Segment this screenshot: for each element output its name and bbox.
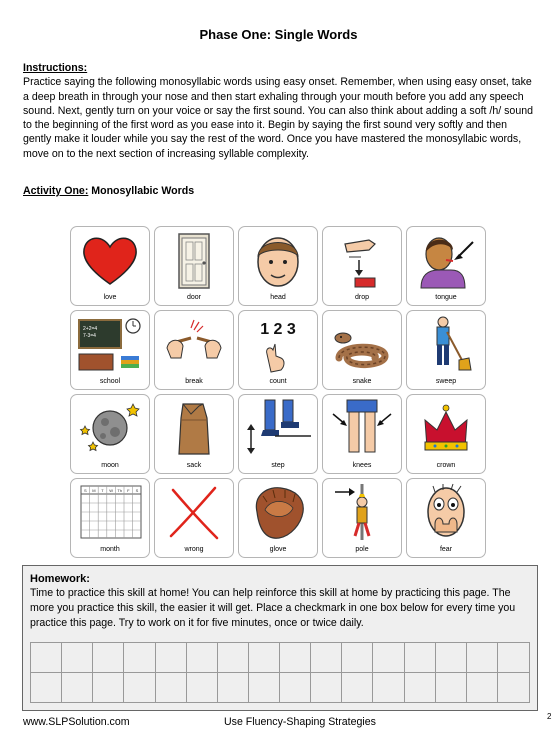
calendar-icon [77, 482, 143, 542]
practice-checkbox[interactable] [93, 643, 124, 673]
instructions-section [23, 61, 538, 161]
practice-checkbox[interactable] [280, 673, 311, 702]
word-label: tongue [435, 294, 457, 301]
word-card-fear [406, 478, 486, 558]
practice-checkbox[interactable] [498, 673, 529, 702]
practice-checkbox[interactable] [498, 643, 529, 673]
practice-checkbox[interactable] [436, 643, 467, 673]
practice-checkbox[interactable] [31, 673, 62, 702]
calendar-day: W [109, 488, 113, 493]
practice-checkbox[interactable] [62, 643, 93, 673]
practice-checkbox[interactable] [311, 643, 342, 673]
word-card-sweep [406, 310, 486, 390]
word-label: fear [439, 546, 453, 553]
practice-checkbox[interactable] [373, 643, 404, 673]
practice-checkbox[interactable] [342, 643, 373, 673]
word-label: sweep [435, 378, 457, 385]
word-label: drop [354, 294, 369, 301]
word-card-wrong [154, 478, 234, 558]
word-card-moon [70, 394, 150, 474]
step-icon [245, 398, 311, 458]
x-mark-icon [161, 482, 227, 542]
knees-icon [329, 398, 395, 458]
practice-checkbox[interactable] [311, 673, 342, 702]
word-label: pole [355, 546, 369, 553]
door-icon [161, 230, 227, 290]
word-label: snake [352, 378, 372, 385]
practice-checkbox[interactable] [156, 643, 187, 673]
word-card-school [70, 310, 150, 390]
footer-caption: Use Fluency-Shaping Strategies [224, 716, 376, 728]
homework-heading: Homework: [30, 573, 90, 585]
practice-checkbox[interactable] [93, 673, 124, 702]
word-label: moon [101, 462, 119, 469]
word-label: glove [269, 546, 287, 553]
word-label: knees [352, 462, 372, 469]
practice-checkbox[interactable] [187, 673, 218, 702]
word-card-knees [322, 394, 402, 474]
practice-checkbox[interactable] [467, 673, 498, 702]
fear-icon [413, 482, 479, 542]
page-number: 2 [547, 712, 552, 721]
drop-icon [329, 230, 395, 290]
word-card-break [154, 310, 234, 390]
moon-icon [77, 398, 143, 458]
practice-checkbox[interactable] [124, 673, 155, 702]
practice-checkbox[interactable] [156, 673, 187, 702]
count-icon [245, 314, 311, 374]
instructions-text: Practice saying the following monosyllabic words using easy onset. Remember, when using easy onset, take a deep breath in through your nose and then start exhaling through your mouth before you add any speech sound. Next, gently turn on your voice or say the first sound. You can also think about adding a soft /h/ sound to the beginning of the first word as you ease into it. Begin by saying the first sound very softly and then gently make it louder while you say the rest of the word. Once you have mastered the monosyllabic words, move on to the next section of increasing syllable complexity. [23, 76, 533, 160]
svg-text:7-3=4: 7-3=4 [83, 333, 96, 339]
practice-checkbox[interactable] [405, 643, 436, 673]
practice-checkbox[interactable] [249, 673, 280, 702]
sack-icon [161, 398, 227, 458]
word-card-love [70, 226, 150, 306]
practice-checkbox[interactable] [62, 673, 93, 702]
word-picture-grid [70, 226, 486, 558]
crown-icon [413, 398, 479, 458]
word-card-count [238, 310, 318, 390]
heart-icon [77, 230, 143, 290]
homework-box [22, 565, 538, 711]
calendar-day: T [101, 488, 104, 493]
word-label: sack [186, 462, 202, 469]
activity-title: Monosyllabic Words [88, 185, 195, 197]
word-card-tongue [406, 226, 486, 306]
practice-checkbox[interactable] [405, 673, 436, 702]
word-card-sack [154, 394, 234, 474]
word-card-head [238, 226, 318, 306]
page-title: Phase One: Single Words [199, 27, 358, 42]
word-card-step [238, 394, 318, 474]
svg-text:2+2=4: 2+2=4 [83, 326, 98, 332]
word-card-crown [406, 394, 486, 474]
snake-icon [329, 314, 395, 374]
practice-checkbox[interactable] [218, 673, 249, 702]
pole-icon [329, 482, 395, 542]
practice-checkbox[interactable] [124, 643, 155, 673]
calendar-day: S [83, 488, 87, 493]
practice-checkbox[interactable] [467, 643, 498, 673]
word-label: love [103, 294, 117, 301]
word-label: wrong [184, 546, 204, 553]
practice-checkbox[interactable] [373, 673, 404, 702]
break-icon [161, 314, 227, 374]
word-card-door [154, 226, 234, 306]
word-card-pole [322, 478, 402, 558]
practice-checkbox[interactable] [280, 643, 311, 673]
practice-checkbox-grid [30, 642, 530, 703]
homework-text: Time to practice this skill at home! You can help reinforce this skill at home by practicing this page. The more you practice this skill, the easier it will get. Place a checkmark in one box below for every time you practice this page. Try to work on it for five minutes, once or twice daily. [30, 587, 516, 629]
head-icon [245, 230, 311, 290]
glove-icon [245, 482, 311, 542]
word-label: school [99, 378, 121, 385]
activity-heading [23, 185, 194, 197]
word-card-drop [322, 226, 402, 306]
word-label: step [271, 462, 285, 469]
practice-checkbox[interactable] [249, 643, 280, 673]
word-label: month [100, 546, 120, 553]
calendar-day: S [135, 488, 139, 493]
count-digits: 1 2 3 [260, 321, 296, 338]
word-card-snake [322, 310, 402, 390]
word-label: crown [436, 462, 456, 469]
word-label: head [270, 294, 286, 301]
school-icon [77, 314, 143, 374]
word-label: door [186, 294, 201, 301]
practice-checkbox[interactable] [187, 643, 218, 673]
tongue-icon [413, 230, 479, 290]
footer-website[interactable]: www.SLPSolution.com [23, 716, 130, 728]
sweep-icon [413, 314, 479, 374]
practice-checkbox[interactable] [342, 673, 373, 702]
activity-label: Activity One: [23, 185, 89, 197]
word-label: count [269, 378, 287, 385]
word-label: break [185, 378, 203, 385]
instructions-heading: Instructions: [23, 62, 88, 74]
calendar-day: F [127, 488, 130, 493]
practice-checkbox[interactable] [218, 643, 249, 673]
calendar-day: Th [117, 488, 123, 493]
practice-checkbox[interactable] [31, 643, 62, 673]
calendar-day: M [92, 488, 96, 493]
word-card-month [70, 478, 150, 558]
practice-checkbox[interactable] [436, 673, 467, 702]
word-card-glove [238, 478, 318, 558]
